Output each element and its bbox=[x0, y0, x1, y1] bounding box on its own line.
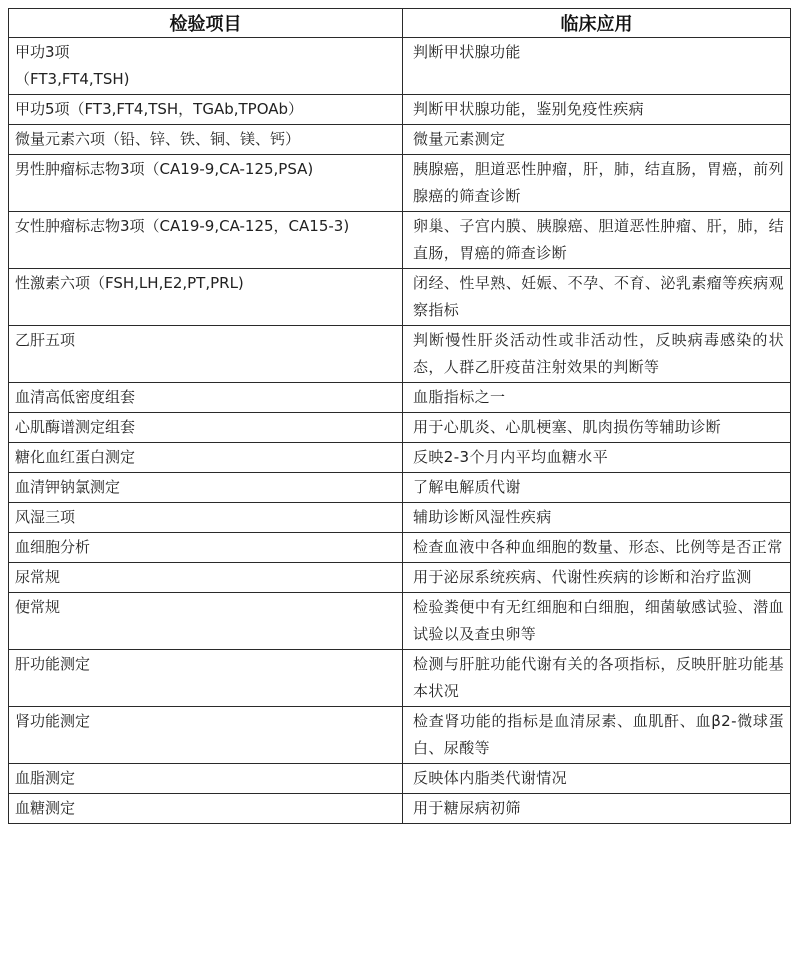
application-cell: 用于泌尿系统疾病、代谢性疾病的诊断和治疗监测 bbox=[403, 563, 791, 593]
table-row bbox=[9, 593, 791, 650]
lab-tests-table-container bbox=[8, 8, 790, 824]
table-row bbox=[9, 650, 791, 707]
test-item-cell: 乙肝五项 bbox=[9, 326, 403, 383]
test-item-cell: 肝功能测定 bbox=[9, 650, 403, 707]
application-cell: 用于心肌炎、心肌梗塞、肌肉损伤等辅助诊断 bbox=[403, 413, 791, 443]
table-row bbox=[9, 533, 791, 563]
application-cell: 辅助诊断风湿性疾病 bbox=[403, 503, 791, 533]
header-clinical-application: 临床应用 bbox=[403, 9, 791, 38]
test-item-cell: 心肌酶谱测定组套 bbox=[9, 413, 403, 443]
test-item-cell: 尿常规 bbox=[9, 563, 403, 593]
test-item-cell: 风湿三项 bbox=[9, 503, 403, 533]
test-item-cell: 微量元素六项（铅、锌、铁、铜、镁、钙） bbox=[9, 125, 403, 155]
test-item-cell: 甲功5项（FT3,FT4,TSH，TGAb,TPOAb） bbox=[9, 95, 403, 125]
test-item-cell: 血脂测定 bbox=[9, 764, 403, 794]
table-row bbox=[9, 383, 791, 413]
table-row bbox=[9, 443, 791, 473]
table-row bbox=[9, 707, 791, 764]
test-item-cell: 血清高低密度组套 bbox=[9, 383, 403, 413]
test-item-cell: 男性肿瘤标志物3项（CA19-9,CA-125,PSA) bbox=[9, 155, 403, 212]
table-row bbox=[9, 125, 791, 155]
test-item-name: 甲功3项 bbox=[15, 43, 70, 61]
test-item-cell: 血细胞分析 bbox=[9, 533, 403, 563]
test-item-sub: （FT3,FT4,TSH) bbox=[15, 70, 130, 88]
application-cell: 胰腺癌，胆道恶性肿瘤，肝，肺，结直肠，胃癌，前列腺癌的筛查诊断 bbox=[403, 155, 791, 212]
table-row bbox=[9, 794, 791, 824]
application-cell: 检查肾功能的指标是血清尿素、血肌酐、血β2-微球蛋白、尿酸等 bbox=[403, 707, 791, 764]
header-test-item: 检验项目 bbox=[9, 9, 403, 38]
application-cell: 用于糖尿病初筛 bbox=[403, 794, 791, 824]
application-cell: 微量元素测定 bbox=[403, 125, 791, 155]
table-row bbox=[9, 563, 791, 593]
table-row bbox=[9, 95, 791, 125]
lab-tests-table bbox=[8, 8, 791, 824]
table-row bbox=[9, 503, 791, 533]
table-row bbox=[9, 269, 791, 326]
test-item-cell bbox=[9, 38, 403, 95]
application-cell: 卵巢、子宫内膜、胰腺癌、胆道恶性肿瘤、肝，肺，结直肠，胃癌的筛查诊断 bbox=[403, 212, 791, 269]
application-cell: 判断甲状腺功能，鉴别免疫性疾病 bbox=[403, 95, 791, 125]
application-cell: 判断慢性肝炎活动性或非活动性，反映病毒感染的状态，人群乙肝疫苗注射效果的判断等 bbox=[403, 326, 791, 383]
table-row bbox=[9, 212, 791, 269]
test-item-cell: 糖化血红蛋白测定 bbox=[9, 443, 403, 473]
application-cell: 判断甲状腺功能 bbox=[403, 38, 791, 95]
test-item-cell: 血糖测定 bbox=[9, 794, 403, 824]
table-row bbox=[9, 473, 791, 503]
test-item-cell: 女性肿瘤标志物3项（CA19-9,CA-125，CA15-3) bbox=[9, 212, 403, 269]
table-row bbox=[9, 326, 791, 383]
test-item-cell: 便常规 bbox=[9, 593, 403, 650]
application-cell: 检查血液中各种血细胞的数量、形态、比例等是否正常 bbox=[403, 533, 791, 563]
table-row bbox=[9, 764, 791, 794]
table-row bbox=[9, 413, 791, 443]
application-cell: 闭经、性早熟、妊娠、不孕、不育、泌乳素瘤等疾病观察指标 bbox=[403, 269, 791, 326]
application-cell: 检测与肝脏功能代谢有关的各项指标，反映肝脏功能基本状况 bbox=[403, 650, 791, 707]
table-row bbox=[9, 38, 791, 95]
test-item-cell: 性激素六项（FSH,LH,E2,PT,PRL) bbox=[9, 269, 403, 326]
test-item-cell: 肾功能测定 bbox=[9, 707, 403, 764]
application-cell: 反映2-3个月内平均血糖水平 bbox=[403, 443, 791, 473]
table-row bbox=[9, 155, 791, 212]
application-cell: 血脂指标之一 bbox=[403, 383, 791, 413]
application-cell: 检验粪便中有无红细胞和白细胞，细菌敏感试验、潜血试验以及查虫卵等 bbox=[403, 593, 791, 650]
application-cell: 了解电解质代谢 bbox=[403, 473, 791, 503]
application-cell: 反映体内脂类代谢情况 bbox=[403, 764, 791, 794]
test-item-cell: 血清钾钠氯测定 bbox=[9, 473, 403, 503]
header-row bbox=[9, 9, 791, 38]
